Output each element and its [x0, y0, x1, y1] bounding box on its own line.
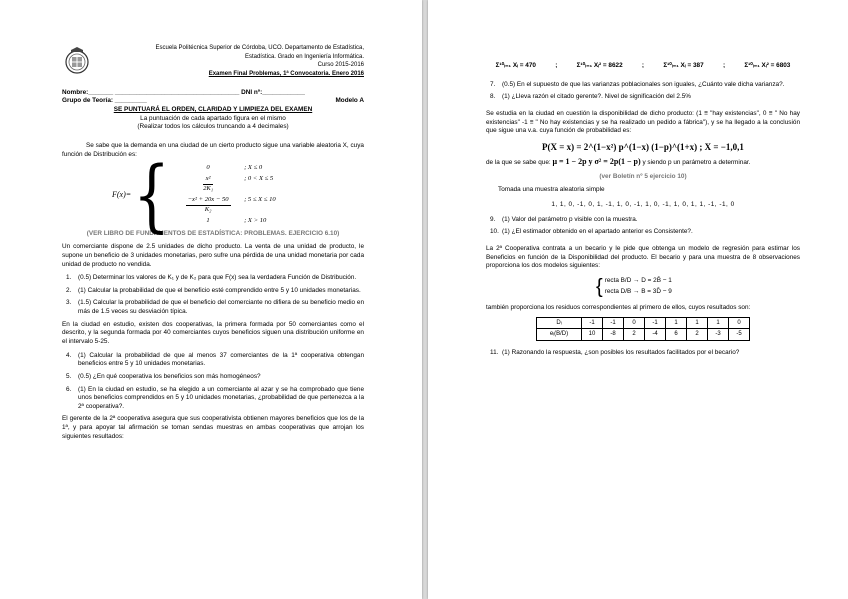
- case-expr-1: 0: [206, 164, 210, 172]
- paragraph-6: La 2ª Cooperativa contrata a un becario y le pide que obtenga un modelo de regresión para estimar los Beneficios en función de la Disponibilidad del producto. El becario y para una muestra de 8 observaciones proporciona los dos modelos siguientes:: [486, 244, 800, 270]
- question-11: 11. (1) Razonando la respuesta, ¿son posibles los resultados facilitados por el becario?: [490, 348, 740, 356]
- formula-2-post: y siendo p un parámetro a determinar.: [642, 158, 751, 166]
- sum-2: Σ¹⁰ᵢ₌₁ Xᵢ² = 8622: [576, 62, 623, 69]
- instruction-1: SE PUNTUARÁ EL ORDEN, CLARIDAD Y LIMPIEZA DEL EXAMEN: [113, 106, 313, 114]
- paragraph-3: En la ciudad en estudio, existen dos cooperativas, la primera formada por 50 comerciantes como el descrito, y la segunda formada por 40 comerciantes cuyos beneficios siguen una distribución uniforme en el intervalo 5-25.: [62, 320, 364, 345]
- brace-icon: {: [596, 275, 603, 298]
- residuals-table: [536, 317, 750, 340]
- exam-page-left: [0, 0, 422, 599]
- table-cell: 6: [666, 329, 687, 340]
- sum-4: Σ¹⁰ᵢ₌₁ Xᵢ² = 6803: [744, 62, 791, 69]
- table-row: [537, 329, 750, 340]
- formula-2-line: [486, 157, 800, 168]
- fx-lhs: F(x)=: [112, 189, 132, 199]
- university-crest-icon: [62, 46, 92, 76]
- table-row-label: Dᵢ: [537, 318, 582, 329]
- question-6: 6. (1) En la ciudad en estudio, se ha elegido a un comerciante al azar y se ha comprobado que tiene unos beneficios comprendidos en 5 y 10 unidades monetarias, ¿probabilidad de que pertenezca a la 2ª cooperativa?.: [66, 385, 364, 410]
- paragraph-4: El gerente de la 2ª cooperativa asegura que sus cooperativista obtienen mayores beneficios que los de la 1ª, y para apoyar tal afirmación se toman sendas muestras en ambas cooperativas que arrojan los siguientes resultados:: [62, 415, 364, 440]
- table-cell: -1: [582, 318, 603, 329]
- case-cond-4: ; X > 10: [244, 216, 267, 224]
- case-cond-1: ; X ≤ 0: [244, 164, 263, 172]
- header-line-4: Examen Final Problemas, 1ª Convocatoria. Enero 2016: [208, 71, 364, 78]
- table-cell: -4: [645, 329, 666, 340]
- question-4: 4. (1) Calcular la probabilidad de que al menos 37 comerciantes de la 1ª cooperativa obtengan beneficios entre 5 y 10 unidades monetarias.: [66, 351, 364, 368]
- table-cell: 0: [729, 318, 750, 329]
- table-cell: -1: [603, 318, 624, 329]
- sample-values: 1, 1, 0, -1, 0, 1, -1, 1, 0, -1, 1, 0, -1, 1, 0, 1, 1, -1, -1, 0: [551, 201, 735, 209]
- question-2: 2. (1) Calcular la probabilidad de que el beneficio esté comprendido entre 5 y 10 unidades monetarias.: [66, 286, 361, 294]
- sum-3: Σ¹⁰ᵢ₌₁ Xᵢ = 387: [663, 62, 704, 69]
- paragraph-2: Un comerciante dispone de 2.5 unidades de dicho producto. La venta de una unidad de producto, le supone un beneficio de 3 unidades monetarias, pero sufre una pérdida de una unidad monetaria por cada unidad de producto no vendida.: [62, 243, 364, 268]
- table-cell: -1: [645, 318, 666, 329]
- question-5: 5. (0.5) ¿En qué cooperativa los beneficios son más homogéneos?: [66, 372, 261, 380]
- group-row: [62, 97, 364, 106]
- table-row: [537, 318, 750, 329]
- table-cell: -5: [729, 329, 750, 340]
- page-header: [62, 44, 364, 79]
- group-label: Grupo de Teoría: _________: [62, 97, 147, 105]
- formula-2: μ = 1 − 2p y σ² = 2p(1 − p): [552, 156, 641, 166]
- table-cell: 2: [624, 329, 645, 340]
- question-8: 8. (1) ¿Lleva razón el citado gerente?. Nivel de significación del 2.5%: [490, 93, 691, 101]
- formula-2-pre: de la que se sabe que:: [486, 158, 551, 166]
- piecewise-cases: [172, 164, 304, 225]
- model-2: recta D/B → B = 3D̄ − 9: [604, 287, 672, 295]
- regression-models: [596, 276, 800, 298]
- sample-sums: Σ¹⁰ᵢ₌₁ Xᵢ = 470 ; Σ¹⁰ᵢ₌₁ Xᵢ² = 8622 ; Σ¹⁰ᵢ₌₁ Xᵢ = 387 ; Σ¹⁰ᵢ₌₁ Xᵢ² = 6803: [495, 62, 791, 69]
- table-cell: 1: [708, 318, 729, 329]
- table-cell: -3: [708, 329, 729, 340]
- table-cell: 2: [687, 329, 708, 340]
- question-10: 10. (1) ¿El estimador obtenido en el apartado anterior es Consistente?.: [490, 228, 693, 236]
- instruction-3: (Realizar todos los cálculos truncando a 4 decimales): [137, 123, 289, 131]
- instruction-2: La puntuación de cada apartado figura en el mismo: [140, 114, 286, 122]
- table-cell: 1: [687, 318, 708, 329]
- header-line-1: Escuela Politécnica Superior de Córdoba, UCO. Departamento de Estadística,: [155, 45, 364, 51]
- case-cond-2: ; 0 < X ≤ 5: [244, 175, 274, 183]
- question-1: 1. (0.5) Determinar los valores de K₁ y de K₂ para que F(x) sea la verdadera Función de Distribución.: [66, 274, 357, 282]
- table-row-label: eᵢ(B/D): [537, 329, 582, 340]
- case-cond-3: ; 5 ≤ X ≤ 10: [244, 195, 276, 203]
- question-7: 7. (0.5) En el supuesto de que las varianzas poblacionales son iguales, ¿Cuánto vale dicha varianza?.: [490, 80, 785, 88]
- case-expr-3: $\frac{\text{−x² + 20x − 50}}{\text{K₂}}$: [187, 195, 229, 213]
- reference-2: (ver Boletín nº 5 ejercicio 10): [599, 172, 687, 180]
- question-3: 3. (1.5) Calcular la probabilidad de que el beneficio del comerciante no difiera de su beneficio medio en más de 1.5 veces su desviación típica.: [66, 299, 364, 316]
- probability-formula: P(X = x) = 2^(1−x²) p^(1−x) (1−p)^(1+x) ; X = −1,0,1: [542, 141, 744, 152]
- paragraph-7: también proporciona los residuos correspondientes al primero de ellos, cuyos resultados son:: [486, 303, 751, 311]
- table-cell: -8: [603, 329, 624, 340]
- model-1: recta B/D → D = 2B̄ − 1: [604, 276, 672, 284]
- sum-1: Σ¹⁰ᵢ₌₁ Xᵢ = 470: [495, 62, 536, 69]
- table-cell: 10: [582, 329, 603, 340]
- sample-intro: Tomada una muestra aleatoria simple: [498, 186, 605, 194]
- header-line-2: Estadística. Grado en Ingeniería Informática.: [244, 53, 364, 60]
- question-9: 9. (1) Valor del parámetro p visible con la muestra.: [490, 215, 638, 223]
- table-cell: 1: [666, 318, 687, 329]
- case-expr-4: 1: [206, 216, 210, 224]
- header-line-3: Curso 2015-2016: [317, 62, 364, 69]
- reference-1: (VER LIBRO DE FUNDAMENTOS DE ESTADÍSTICA: PROBLEMAS. EJERCICIO 6.10): [86, 229, 340, 237]
- case-expr-2: $\frac{\text{x²}}{\text{2K₁}}$: [203, 175, 214, 193]
- brace-icon: {: [133, 149, 171, 241]
- table-cell: 0: [624, 318, 645, 329]
- name-field-label: Nombre:_______ ___________________________________ DNI nº:____________: [62, 88, 305, 96]
- model-label: Modelo A: [335, 97, 364, 105]
- intro-paragraph: Se sabe que la demanda en una ciudad de un cierto producto sigue una variable aleatoria X, cuya función de Distribución es:: [62, 141, 364, 158]
- exam-page-right: [428, 0, 848, 599]
- paragraph-5: Se estudia en la ciudad en cuestión la disponibilidad de dicho producto: (1 ≡ "hay existencias", 0 ≡ " No hay existencias" -1 ≡ " No hay existencias y se ha realizado un pedido a fábrica"), y se ha llegado a la conclusión que sigue una v.a. cuya función de probabilidad es:: [486, 109, 800, 135]
